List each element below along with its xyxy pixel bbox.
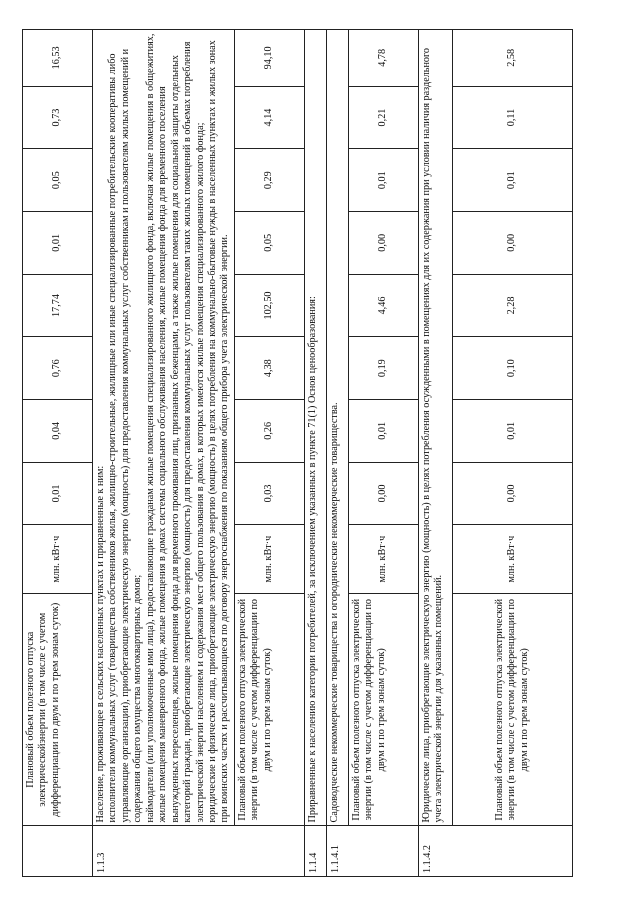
row-number [23,826,93,877]
section-description [93,30,235,826]
table-row [234,30,304,877]
value-cell: 4,46 [348,274,418,337]
row-label: Плановый объем полезного отпуска электрической энергии (в том числе с учетом дифференциации по двум и по трем зонам суток) [348,594,418,826]
value-cell: 0,76 [23,337,93,400]
table-row [23,30,93,877]
paragraph: юридические и физические лица, приобретающие электрическую энергию (мощность) в целях потребления на коммунально-бытовые нужды в населенных пунктах и жилых зонах при воинских частях и рассчитывающиеся по договору энергоснабжения по показаниям общего прибора учета электрической энергии. [206,40,231,823]
section-row [304,30,326,877]
value-cell: 102,50 [234,274,304,337]
value-cell: 4,38 [234,337,304,400]
value-cell: 0,00 [348,212,418,275]
value-cell: 4,78 [348,30,418,87]
table-row [348,30,418,877]
paragraph: Население, проживающее в сельских населенных пунктах и приравненные к ним: [95,465,106,823]
value-cell: 0,01 [348,399,418,462]
value-cell: 0,05 [23,149,93,212]
section-number: 1.1.4.2 [418,826,572,877]
section-number: 1.1.4 [304,826,326,877]
value-cell: 0,05 [234,212,304,275]
section-description [326,30,348,826]
row-label: Плановый объем полезного отпуска электрической энергии (в том числе с учетом дифференциации по двум и по трем зонам суток) [234,594,304,826]
unit-cell: млн. кВт·ч [234,525,304,594]
table-row [452,30,572,877]
section-number: 1.1.4.1 [326,826,418,877]
value-cell: 0,04 [23,399,93,462]
value-cell: 0,10 [452,337,572,400]
paragraph: наймодатели (или уполномоченные ими лица), предоставляющие гражданам жилые помещения специализированного жилищного фонда, включая жилые помещения в общежитиях, жилые помещения маневренного фонда, жилые помещения в домах системы социального обслуживания населения, жилые помещения фонда для временного поселения вынужденных переселенцев, жилые помещения фонда для временного проживания лиц, признанных беженцами, а также жилые помещения для социальной защиты отдельных категорий граждан, приобретающие электрическую энергию (мощность) для предоставления коммунальных услуг пользователям таких жилых помещений в объемах потребления электрической энергии населением и содержания мест общего пользования в домах, в которых имеются жилые помещения специализированного жилого фонда; [144,33,206,823]
section-row [93,30,235,877]
section-description [304,30,326,826]
value-cell: 0,11 [452,86,572,149]
value-cell: 0,00 [452,212,572,275]
value-cell: 0,26 [234,399,304,462]
value-cell: 0,21 [348,86,418,149]
paragraph: Юридические лица, приобретающие электрическую энергию (мощность) в целях потребления осужденными в помещениях для их содержания при условии наличия раздельного учета электрической энергии для указанных помещений. [420,47,445,823]
value-cell: 0,01 [452,149,572,212]
value-cell: 16,53 [23,30,93,87]
value-cell: 2,28 [452,274,572,337]
row-label: Плановый объем полезного отпуска электрическойэнергии (в том числе с учетом дифференциации по двум и по трем зонам суток) [23,594,93,826]
value-cell: 0,29 [234,149,304,212]
unit-cell: млн. кВт·ч [348,525,418,594]
unit-cell: млн. кВт·ч [23,525,93,594]
value-cell: 0,19 [348,337,418,400]
paragraph: исполнители коммунальных услуг (товарищества собственников жилья, жилищно-строительные, жилищные или иные специализированные потребительские кооперативы либо управляющие организации), приобретающие электрическую энергию (мощность) для предоставления коммунальных услуг собственникам и пользователям жилых помещений и содержания общего имущества многоквартирных домов; [107,48,144,823]
value-cell: 4,14 [234,86,304,149]
tariff-table [22,29,573,877]
value-cell: 0,01 [348,149,418,212]
value-cell: 0,00 [348,462,418,525]
value-cell: 17,74 [23,274,93,337]
value-cell: 94,10 [234,30,304,87]
section-description [418,30,452,826]
unit-cell: млн. кВт·ч [452,525,572,594]
paragraph: Садоводческие некоммерческие товарищества и огороднические некоммерческие товарищества. [328,402,340,823]
row-label: Плановый объем полезного отпуска электрической энергии (в том числе с учетом дифференциации по двум и по трем зонам суток) [452,594,572,826]
section-row [418,30,452,877]
value-cell: 0,01 [23,212,93,275]
value-cell: 0,03 [234,462,304,525]
value-cell: 0,01 [452,399,572,462]
value-cell: 0,00 [452,462,572,525]
value-cell: 0,01 [23,462,93,525]
section-row [326,30,348,877]
value-cell: 2,58 [452,30,572,87]
value-cell: 0,73 [23,86,93,149]
section-number: 1.1.3 [93,826,305,877]
paragraph: Приравненные к населению категории потребителей, за исключением указанных в пункте 71(1) Основ ценообразования: [306,296,318,823]
